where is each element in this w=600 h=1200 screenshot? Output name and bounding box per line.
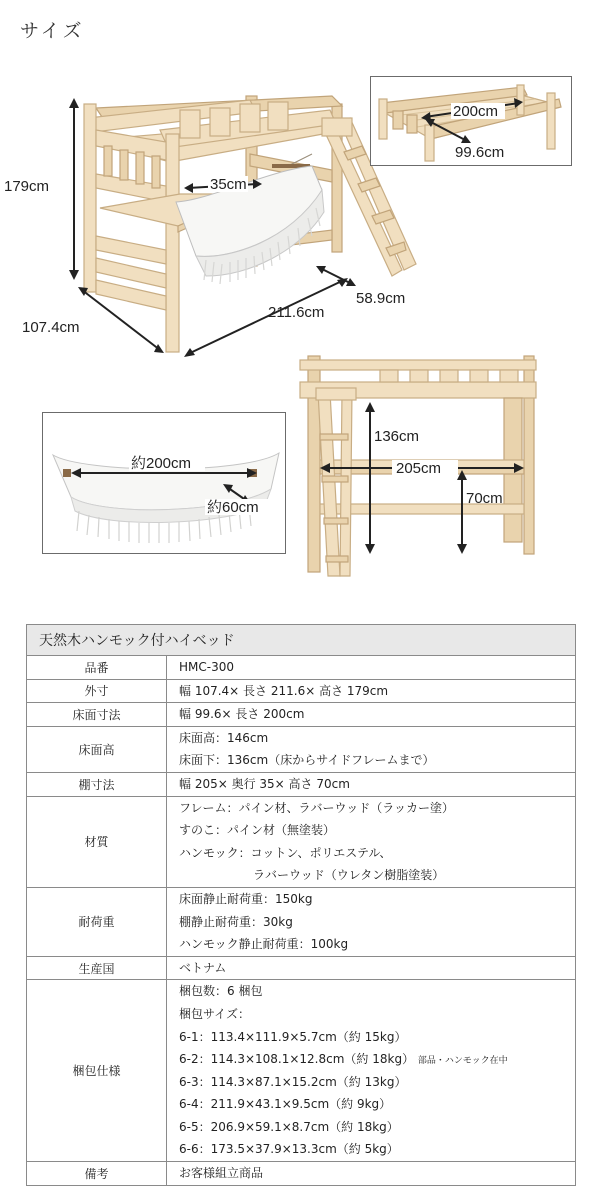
row-value: 6-3：114.3×87.1×15.2cm（約 13kg） [179,1074,407,1089]
row-value: 幅 107.4× 長さ 211.6× 高さ 179cm [179,683,389,698]
hammock-illustration [43,413,285,553]
row-value: 6-4：211.9×43.1×9.5cm（約 9kg） [179,1097,392,1112]
dim-depth-label: 107.4cm [22,319,80,336]
row-label: 梱包仕様 [27,980,167,1162]
row-value: お客様組立商品 [179,1166,264,1181]
section-heading: サイズ [20,20,85,42]
row-value: 6-2：114.3×108.1×12.8cm（約 18kg） [179,1052,415,1067]
dim-shelf-depth-label: 35cm [210,176,247,193]
table-row [27,887,576,956]
package-note: 部品・ハンモック在中 [417,1056,508,1067]
dim-ladder-width-label: 58.9cm [356,290,406,307]
table-row [27,679,576,703]
row-value: ハンモック静止耐荷重：100kg [179,937,349,952]
row-value: ハンモック：コットン、ポリエステル、 [179,845,392,860]
dim-shelf-height-label: 70cm [466,490,503,507]
spec-table [26,624,576,1186]
table-row [27,703,576,727]
deck-illustration [371,77,571,165]
row-value: 床面静止耐荷重：150kg [179,891,313,906]
row-value: 棚静止耐荷重：30kg [179,914,293,929]
row-value: HMC-300 [179,660,234,674]
hammock-size-panel [42,412,286,554]
dim-height-label: 179cm [4,178,50,195]
dim-under-height-label: 136cm [374,428,420,445]
table-row [27,656,576,680]
row-value: フレーム：パイン材、ラバーウッド（ラッカー塗） [179,800,455,815]
row-value: ラバーウッド（ウレタン樹脂塗装） [253,868,445,883]
dim-deck-length-label: 200cm [453,103,499,120]
table-row [27,1162,576,1186]
dim-length-label: 211.6cm [268,304,325,321]
row-value: 幅 99.6× 長さ 200cm [179,707,305,722]
dim-shelf-width-label: 205cm [396,460,442,477]
dim-hammock-length-label: 約200cm [131,455,192,472]
row-value: 幅 205× 奥行 35× 高さ 70cm [179,776,350,791]
table-row [27,772,576,796]
row-value: 6-6：173.5×37.9×13.3cm（約 5kg） [179,1142,399,1157]
row-label: 棚寸法 [27,772,167,796]
bed-front-illustration [290,352,544,578]
row-label: 備考 [27,1162,167,1186]
deck-size-panel [370,76,572,166]
spec-table-title: 天然木ハンモック付ハイベッド [27,625,576,656]
bed-main-illustration [0,90,430,370]
table-row [27,726,576,772]
row-label: 生産国 [27,956,167,980]
row-value: 6-5：206.9×59.1×8.7cm（約 18kg） [179,1119,399,1134]
row-label: 材質 [27,796,167,887]
row-value: すのこ：パイン材（無塗装） [179,823,336,838]
row-label: 床面高 [27,726,167,772]
dim-hammock-width-label: 約60cm [207,499,259,516]
row-value: 6-1：113.4×111.9×5.7cm（約 15kg） [179,1029,407,1044]
table-row [27,796,576,887]
row-value: ベトナム [179,960,227,975]
row-label: 床面寸法 [27,703,167,727]
table-row [27,980,576,1162]
dim-deck-width-label: 99.6cm [455,144,505,161]
row-value: 梱包数：6 梱包 [179,984,263,999]
row-label: 品番 [27,656,167,680]
row-value: 床面下：136cm（床からサイドフレームまで） [179,753,435,768]
row-value: 梱包サイズ： [179,1006,251,1021]
table-row [27,956,576,980]
row-value: 床面高：146cm [179,730,269,745]
row-label: 耐荷重 [27,887,167,956]
row-label: 外寸 [27,679,167,703]
